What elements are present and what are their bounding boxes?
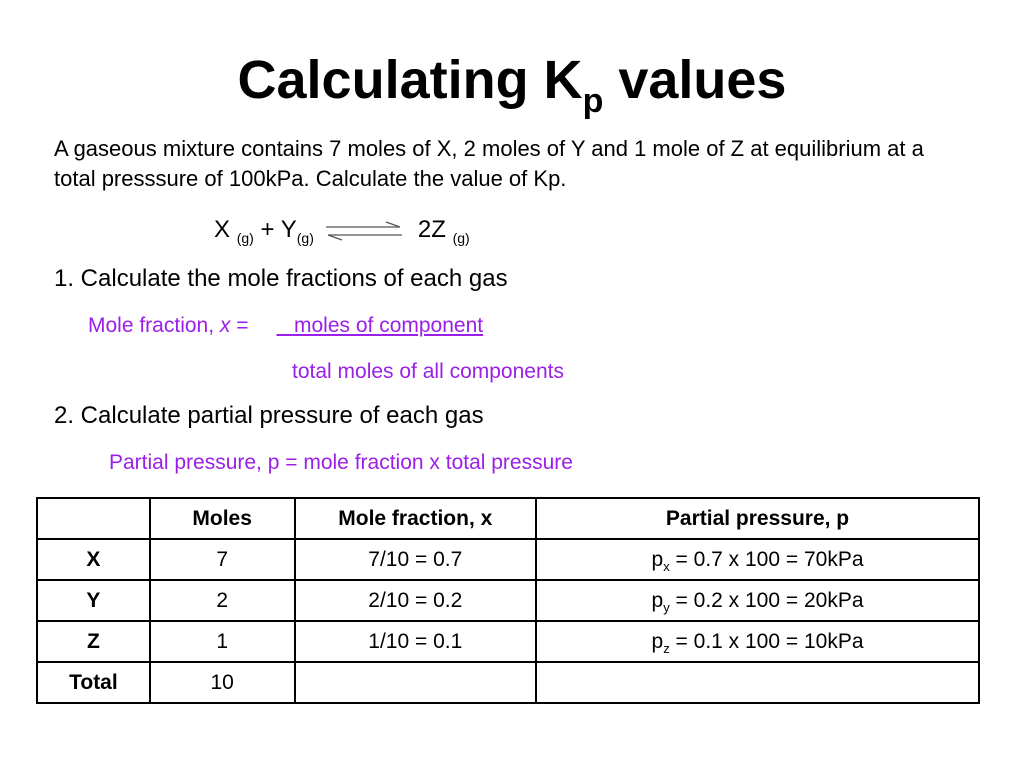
fraction-cell: 1/10 = 0.1 — [295, 621, 537, 662]
row-label: X — [37, 539, 150, 580]
reactant-x-state: (g) — [236, 230, 254, 246]
chemical-equation — [214, 214, 470, 248]
moles-cell: 2 — [150, 580, 295, 621]
row-label: Z — [37, 621, 150, 662]
table-header-cell: Mole fraction, x — [295, 498, 537, 539]
title-subscript: p — [582, 82, 604, 120]
total-label: Total — [37, 662, 150, 703]
plus-reactant-y: + Y — [253, 216, 297, 243]
product-state: (g) — [452, 230, 470, 246]
title-tail: values — [603, 50, 787, 110]
table-header-row — [37, 498, 979, 539]
table-header-cell: Moles — [150, 498, 295, 539]
partial-pressure-cell: $p_z = 0.1$ x 100 = 10kPa — [536, 621, 979, 662]
title-main: Calculating K — [237, 50, 583, 110]
mole-fraction-var: x — [219, 314, 231, 337]
mole-fraction-eq: = — [230, 314, 249, 337]
problem-statement: A gaseous mixture contains 7 moles of X, 2 moles of Y and 1 mole of Z at equilibrium at a total presssure of 100kPa. Calculate the value of Kp. — [54, 136, 924, 191]
equilibrium-arrow-icon — [324, 221, 404, 241]
table-row — [37, 580, 979, 621]
step-2-heading: 2. Calculate partial pressure of each gas — [54, 402, 484, 429]
table-header-cell — [37, 498, 150, 539]
mole-fraction-numerator: moles of component — [276, 314, 484, 337]
mole-fraction-formula — [88, 312, 483, 340]
table-row — [37, 539, 979, 580]
total-pressure-cell — [536, 662, 979, 703]
fraction-cell: 7/10 = 0.7 — [295, 539, 537, 580]
table-row — [37, 621, 979, 662]
step-1-heading: 1. Calculate the mole fractions of each gas — [54, 265, 508, 292]
partial-pressure-formula: Partial pressure, p = mole fraction x total pressure — [109, 451, 573, 474]
row-label: Y — [37, 580, 150, 621]
product-2z: 2Z — [417, 216, 446, 243]
moles-cell: 1 — [150, 621, 295, 662]
partial-pressure-cell: $p_x = 0.7$ x 100 = 70kPa — [536, 539, 979, 580]
table-header-cell: Partial pressure, p — [536, 498, 979, 539]
partial-pressure-cell: $p_y = 0.2$ x 100 = 20kPa — [536, 580, 979, 621]
total-fraction-cell — [295, 662, 537, 703]
mole-fraction-label: Mole fraction, — [88, 314, 220, 337]
fraction-cell: 2/10 = 0.2 — [295, 580, 537, 621]
moles-cell: 7 — [150, 539, 295, 580]
page-title — [0, 48, 1024, 119]
total-moles-cell: 10 — [150, 662, 295, 703]
mole-fraction-denominator: total moles of all components — [292, 360, 564, 383]
reactant-x: X — [214, 216, 231, 243]
results-table — [36, 497, 980, 704]
table-total-row — [37, 662, 979, 703]
reactant-y-state: (g) — [296, 230, 314, 246]
